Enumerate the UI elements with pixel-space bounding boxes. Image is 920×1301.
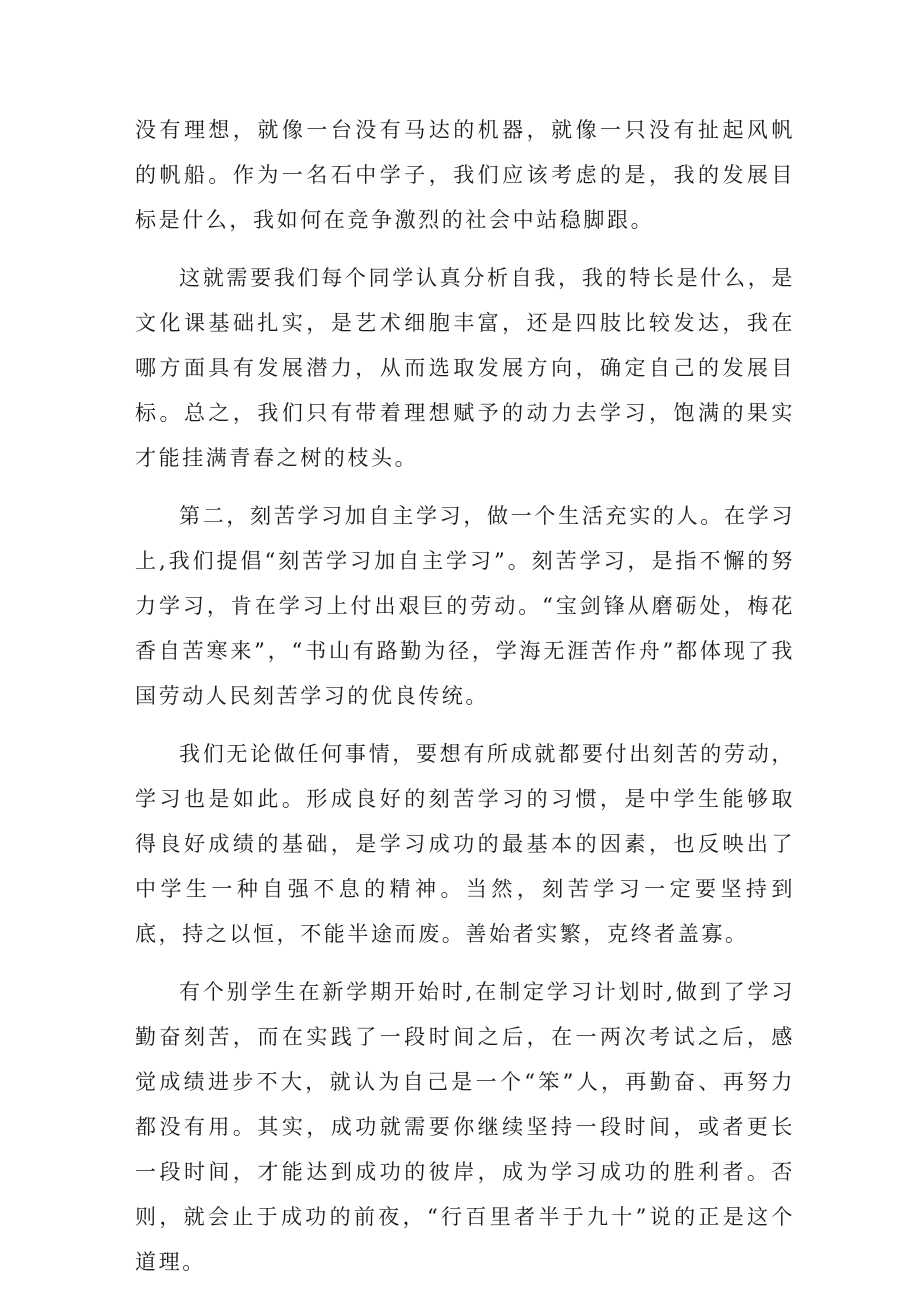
paragraph-4: 我们无论做任何事情，要想有所成就都要付出刻苦的劳动，学习也是如此。形成良好的刻苦学习的习惯，是中学生能够取得良好成绩的基础，是学习成功的最基本的因素，也反映出了中学生一种自强不息的精神。当然，刻苦学习一定要坚持到底，持之以恒，不能半途而废。善始者实繁，克终者盖寡。 [135,742,795,946]
paragraph-2: 这就需要我们每个同学认真分析自我，我的特长是什么，是文化课基础扎实，是艺术细胞丰富，还是四肢比较发达，我在哪方面具有发展潜力，从而选取发展方向，确定自己的发展目标。总之，我们只有带着理想赋予的动力去学习，饱满的果实才能挂满青春之树的枝头。 [135,266,795,470]
paragraph-1: 没有理想，就像一台没有马达的机器，就像一只没有扯起风帆的帆船。作为一名石中学子，我们应该考虑的是，我的发展目标是什么，我如何在竞争激烈的社会中站稳脚跟。 [135,118,795,232]
paragraph-3: 第二，刻苦学习加自主学习，做一个生活充实的人。在学习上,我们提倡“刻苦学习加自主学习”。刻苦学习，是指不懈的努力学习，肯在学习上付出艰巨的劳动。“宝剑锋从磨砺处，梅花香自苦寒来”，“书山有路勤为径，学海无涯苦作舟”都体现了我国劳动人民刻苦学习的优良传统。 [135,504,795,708]
document-body [135,108,795,1285]
paragraph-5: 有个别学生在新学期开始时,在制定学习计划时,做到了学习勤奋刻苦，而在实践了一段时间之后，在一两次考试之后，感觉成绩进步不大，就认为自己是一个“笨”人，再勤奋、再努力都没有用。其实，成功就需要你继续坚持一段时间，或者更长一段时间，才能达到成功的彼岸，成为学习成功的胜利者。否则，就会止于成功的前夜，“行百里者半于九十”说的正是这个道理。 [135,980,795,1274]
